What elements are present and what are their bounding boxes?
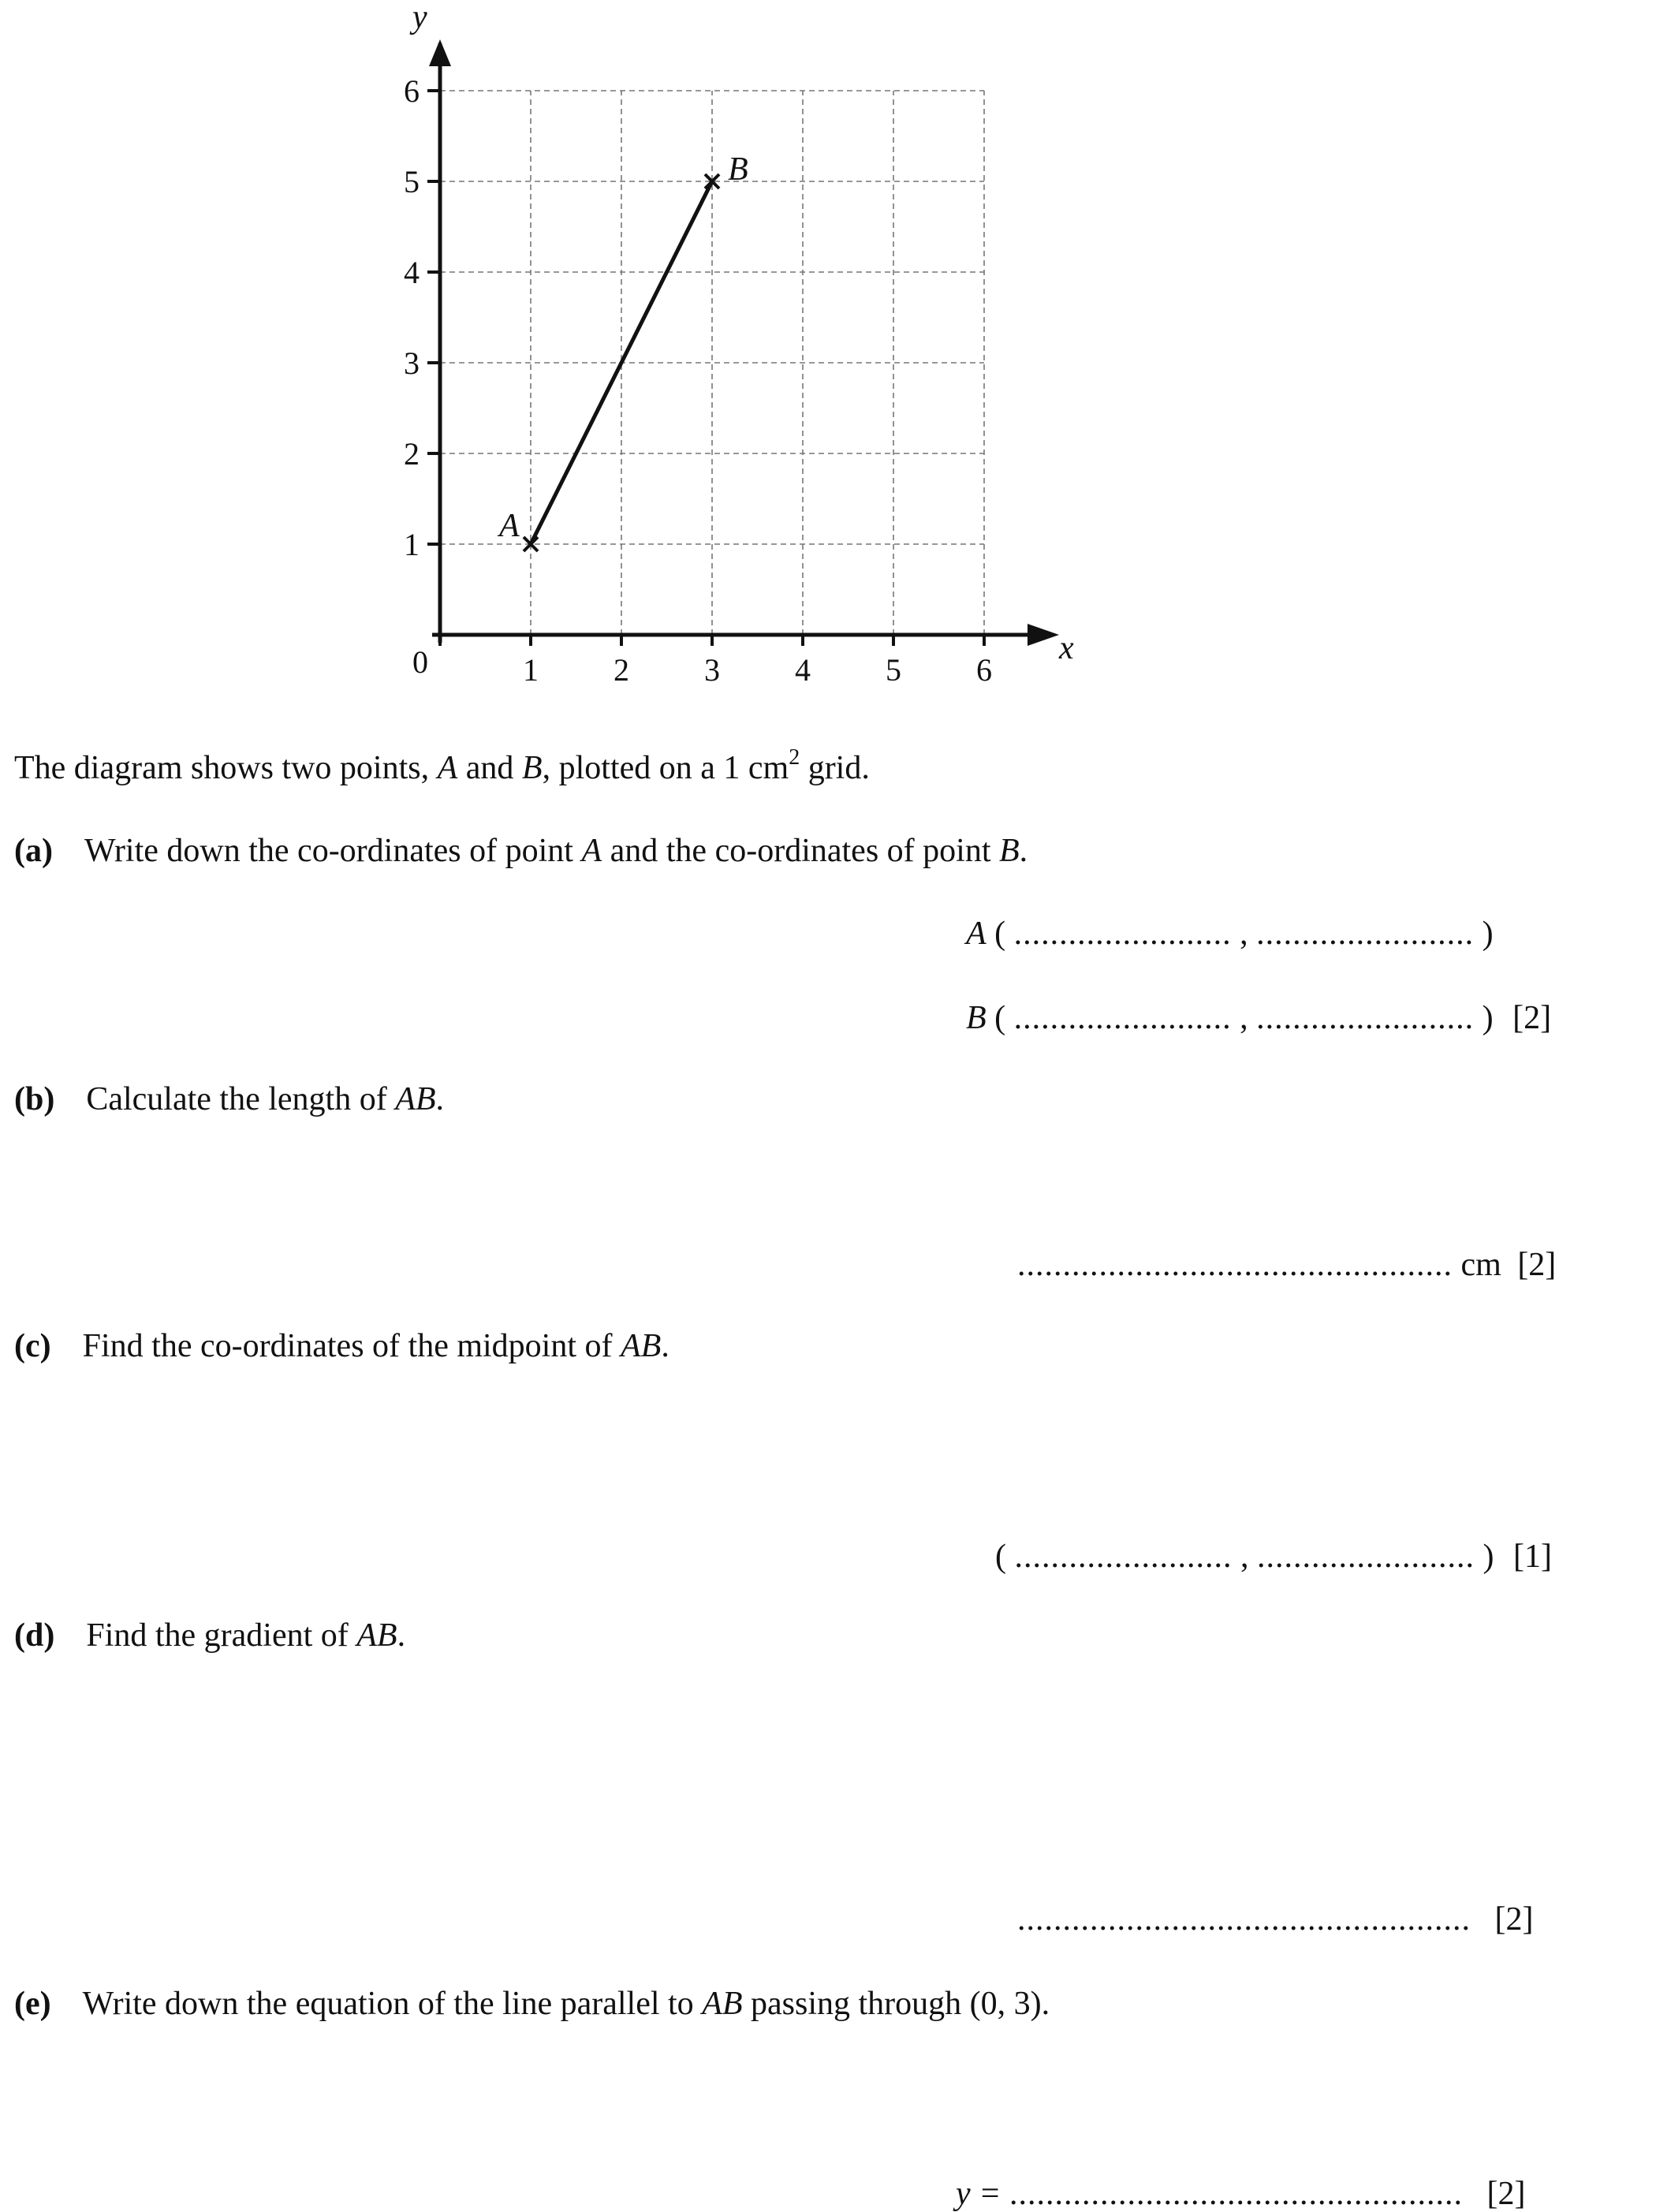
- answer-blank[interactable]: ........................: [1014, 1539, 1233, 1575]
- answer-blank[interactable]: ..................................................: [1017, 1901, 1471, 1938]
- question-text: .: [1019, 833, 1028, 869]
- question-text: AB: [356, 1617, 397, 1654]
- intro-part: grid.: [800, 750, 870, 786]
- x-axis-arrowhead: [1028, 624, 1059, 646]
- coordinate-graph: [0, 0, 1104, 710]
- origin-label: 0: [412, 644, 428, 680]
- question-label: (c): [14, 1328, 51, 1364]
- answer-bracket: (: [995, 1539, 1006, 1575]
- intro-part: The diagram shows two points,: [14, 750, 438, 786]
- x-tick-label: 4: [795, 652, 811, 688]
- question-text: .: [435, 1081, 445, 1117]
- y-tick-label: 4: [404, 255, 420, 290]
- answer-blank[interactable]: ................................................: [1017, 1247, 1453, 1283]
- answer-comma: ,: [1240, 1539, 1249, 1575]
- question-a: [14, 834, 1028, 867]
- y-tick-label: 3: [404, 345, 420, 381]
- question-text: Find the gradient of: [86, 1617, 357, 1654]
- axes: [429, 39, 1059, 646]
- answer-blank[interactable]: ........................: [1013, 1000, 1232, 1036]
- x-tick-label: 6: [976, 652, 992, 688]
- y-axis-label: y: [412, 0, 427, 35]
- answer-bracket: ): [1483, 1539, 1494, 1575]
- question-text: passing through (0, 3).: [742, 1986, 1050, 2022]
- intro-part: , plotted on a 1 cm: [542, 750, 789, 786]
- answer-blank[interactable]: ........................: [1256, 916, 1475, 952]
- question-text: Find the co-ordinates of the midpoint of: [82, 1328, 621, 1364]
- answer-bracket: ): [1482, 916, 1494, 952]
- intro-superscript: 2: [789, 745, 800, 770]
- question-text: Calculate the length of: [86, 1081, 396, 1117]
- question-e: [14, 1987, 1050, 2020]
- y-tick-label: 6: [404, 73, 420, 109]
- point-a-label: A: [499, 508, 520, 544]
- intro-point-b: B: [521, 750, 543, 786]
- question-label: (b): [14, 1081, 55, 1117]
- x-axis-label: x: [1059, 630, 1074, 666]
- question-label: (d): [14, 1617, 55, 1654]
- question-text: .: [397, 1617, 406, 1654]
- answer-unit: cm: [1460, 1247, 1501, 1283]
- question-text: Write down the co-ordinates of point: [84, 833, 582, 869]
- answer-blank[interactable]: ........................: [1256, 1000, 1475, 1036]
- y-tick-label: 2: [404, 436, 420, 472]
- answer-a-point-a[interactable]: [966, 917, 1494, 950]
- intro-part: and: [457, 750, 522, 786]
- answer-prefix: B: [966, 1000, 987, 1036]
- x-tick-label: 2: [614, 652, 629, 688]
- axis-tick-labels: [404, 73, 992, 688]
- answer-b[interactable]: [1017, 1248, 1556, 1281]
- question-label: (e): [14, 1986, 51, 2022]
- y-tick-label: 1: [404, 527, 420, 562]
- answer-blank[interactable]: ..................................................: [1009, 2176, 1463, 2212]
- answer-a-point-b[interactable]: [966, 1002, 1551, 1035]
- question-c: [14, 1330, 669, 1363]
- answer-bracket: (: [994, 1000, 1006, 1036]
- answer-prefix: y =: [956, 2176, 1001, 2212]
- question-b: [14, 1083, 444, 1116]
- intro-text: [14, 745, 870, 786]
- x-tick-label: 3: [704, 652, 720, 688]
- marks-label: [2]: [1486, 2176, 1526, 2212]
- y-axis-arrowhead: [429, 39, 451, 66]
- intro-point-a: A: [437, 750, 458, 786]
- answer-prefix: A: [966, 916, 987, 952]
- answer-e[interactable]: [956, 2176, 1526, 2212]
- question-text: and the co-ordinates of point: [602, 833, 999, 869]
- question-text: A: [581, 833, 602, 869]
- answer-comma: ,: [1240, 1000, 1248, 1036]
- x-tick-label: 5: [886, 652, 901, 688]
- answer-bracket: (: [994, 916, 1006, 952]
- answer-d[interactable]: [1017, 1903, 1533, 1936]
- answer-c[interactable]: [995, 1540, 1552, 1573]
- marks-label: [2]: [1494, 1901, 1534, 1938]
- question-text: AB: [621, 1328, 662, 1364]
- question-text: Write down the equation of the line parallel to: [82, 1986, 703, 2022]
- answer-bracket: ): [1482, 1000, 1494, 1036]
- answer-blank[interactable]: ........................: [1013, 916, 1232, 952]
- point-b-label: B: [728, 151, 748, 188]
- marks-label: [2]: [1517, 1247, 1557, 1283]
- plotted-points: [497, 151, 748, 551]
- question-text: .: [661, 1328, 669, 1364]
- grid-lines: [440, 91, 984, 635]
- marks-label: [1]: [1513, 1539, 1552, 1575]
- y-tick-label: 5: [404, 164, 420, 200]
- question-d: [14, 1619, 405, 1652]
- x-tick-label: 1: [523, 652, 539, 688]
- marks-label: [2]: [1512, 1000, 1552, 1036]
- question-text: B: [998, 833, 1020, 869]
- answer-comma: ,: [1240, 916, 1248, 952]
- answer-blank[interactable]: ........................: [1257, 1539, 1475, 1575]
- question-text: AB: [395, 1081, 436, 1117]
- question-text: AB: [702, 1986, 743, 2022]
- question-label: (a): [14, 833, 53, 869]
